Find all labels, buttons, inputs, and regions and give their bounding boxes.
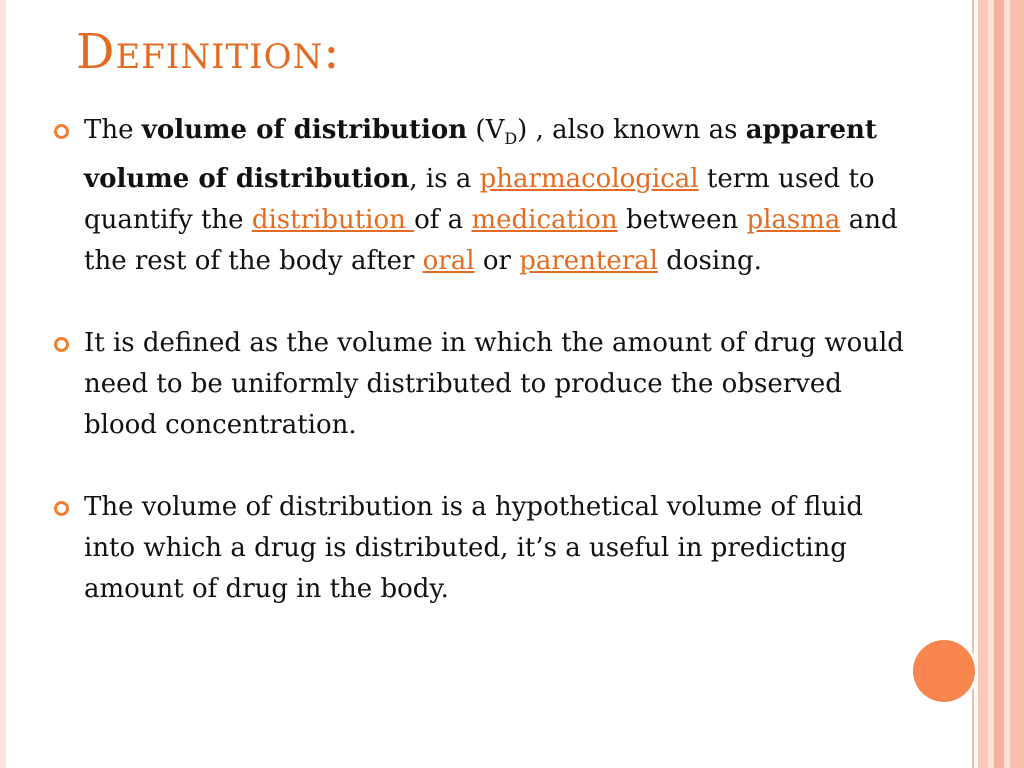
text-run: The: [84, 115, 142, 145]
text-run: of a: [414, 205, 472, 235]
left-edge-decoration: [0, 0, 6, 768]
link-plasma[interactable]: plasma: [746, 205, 841, 235]
link-parenteral[interactable]: parenteral: [519, 246, 658, 276]
stripe-decoration: [1010, 0, 1024, 768]
bullet-defined-as: [52, 323, 912, 446]
bullet-definition: [52, 110, 912, 282]
bullet-hypothetical: [52, 487, 912, 610]
stripe-decoration: [978, 0, 988, 768]
subscript: D: [504, 129, 518, 148]
text-run: and the rest of the body after: [84, 205, 898, 276]
text-run: dosing.: [657, 246, 762, 276]
circle-decoration: [913, 640, 975, 702]
bullet-circle-icon: [54, 124, 69, 139]
slide-title: Definition:: [76, 24, 341, 80]
link-medication[interactable]: medication: [471, 205, 618, 235]
term-bold: volume of distribution: [141, 115, 468, 145]
bullet-circle-icon: [54, 337, 69, 352]
bullet-text: The volume of distribution is a hypothetical volume of fluid into which a drug is distributed, it’s a useful in predicting amount of drug in the body.: [84, 492, 863, 604]
text-run: (V: [467, 115, 505, 145]
text-run: or: [474, 246, 520, 276]
bullet-text: It is defined as the volume in which the amount of drug would need to be uniformly distributed to produce the observed blood concentration.: [84, 328, 904, 440]
stripe-decoration: [994, 0, 1004, 768]
right-border-line: [972, 0, 974, 768]
text-run: , is a: [409, 164, 480, 194]
link-pharmacological[interactable]: pharmacological: [479, 164, 699, 194]
link-oral[interactable]: oral: [422, 246, 475, 276]
text-run: term used to quantify the: [84, 164, 875, 235]
bullet-circle-icon: [54, 501, 69, 516]
term-bold: apparent volume of distribution: [84, 115, 877, 194]
text-run: between: [617, 205, 747, 235]
bullet-list: [52, 110, 912, 651]
link-distribution[interactable]: distribution: [251, 205, 415, 235]
text-run: ) , also known as: [517, 115, 746, 145]
